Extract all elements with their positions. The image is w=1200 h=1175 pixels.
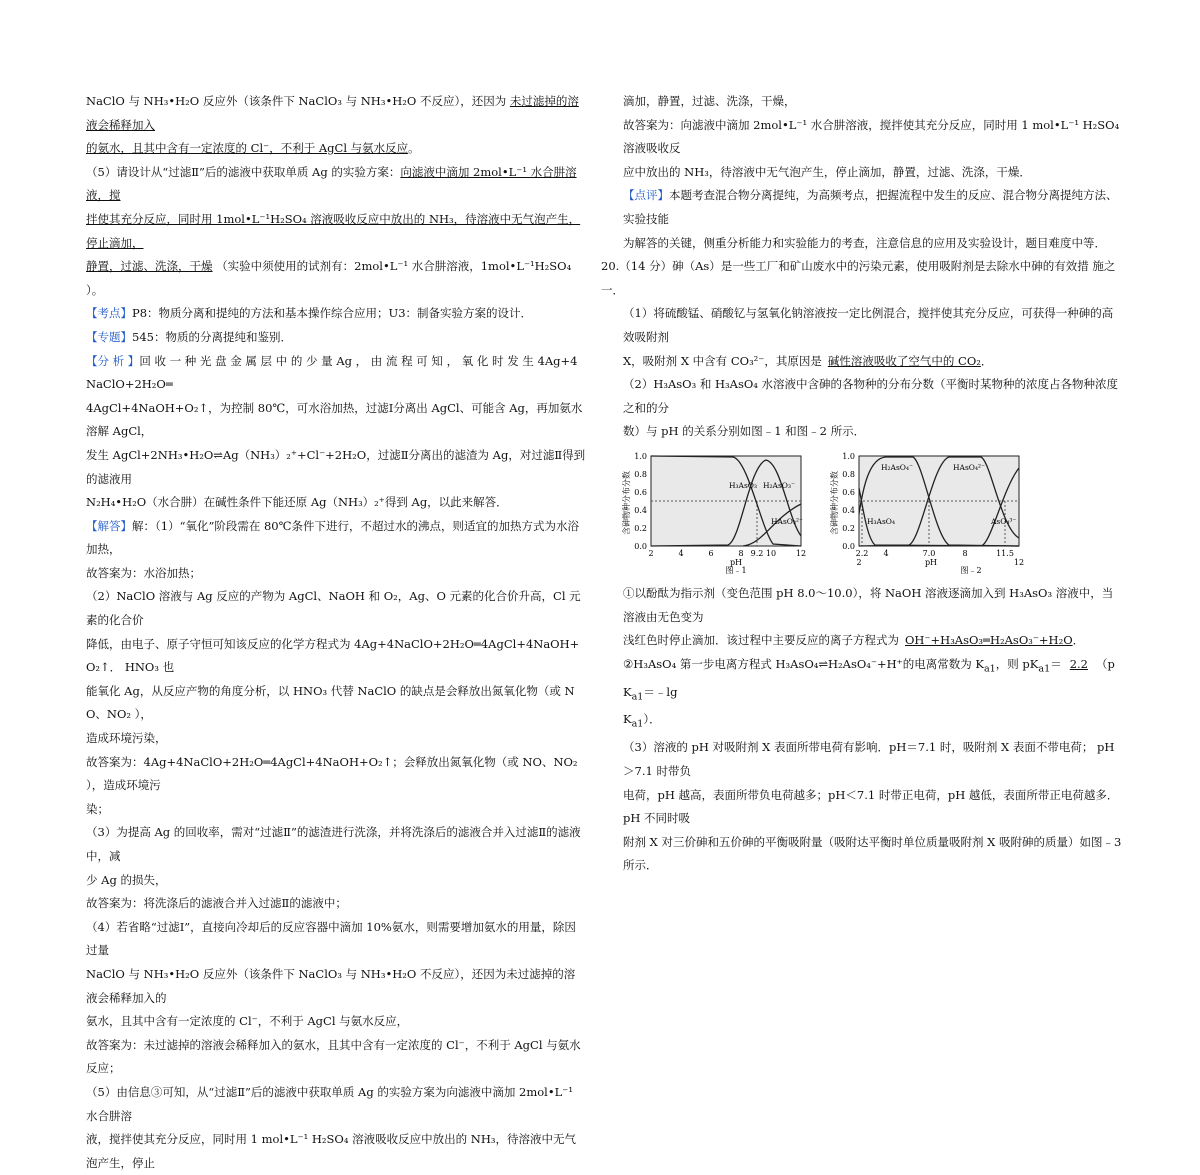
paragraph: 应中放出的 NH₃，待溶液中无气泡产生，停止滴加，静置，过滤、洗涤，干燥．	[623, 164, 1031, 179]
answer-text: 拌使其充分反应，同时用 1mol•L⁻¹H₂SO₄ 溶液吸收反应中放出的 NH₃，待溶液中无气泡产生，停止滴加，	[86, 211, 581, 250]
x-tick: 2.2	[855, 548, 869, 558]
paragraph: （2）NaClO 溶液与 Ag 反应的产物为 AgCl、NaOH 和 O₂，Ag、O 元素的化合价升高，Cl 元素的化合价	[86, 589, 581, 628]
paragraph: 能氧化 Ag，从反应产物的角度分析，以 HNO₃ 代替 NaClO 的缺点是会释放出氮氧化物（或 NO、NO₂ ），	[86, 683, 575, 722]
x-tick: 8	[738, 548, 744, 558]
y-tick: 0.6	[634, 487, 647, 497]
subscript: a1	[631, 718, 644, 730]
answer-text: 未过滤掉的溶液会稀释加入	[86, 94, 579, 132]
y-tick: 0.0	[634, 541, 647, 551]
paragraph: 4AgCl+4NaOH+O₂↑，为控制 80℃，可水浴加热，过滤Ⅰ分离出 AgCl、可能含 Ag，再加氨水溶解 AgCl，	[86, 400, 583, 439]
paragraph: 氨水，且其中含有一定浓度的 Cl⁻，不利于 AgCl 与氨水反应，	[86, 1014, 409, 1029]
figure-1-svg	[623, 448, 813, 574]
answer-text: OH⁻+H₃AsO₃═H₂AsO₃⁻+H₂O	[905, 633, 1073, 648]
paragraph: 附剂 X 对三价砷和五价砷的平衡吸附量（吸附达平衡时单位质量吸附剂 X 吸附砷的质量）如图﹣3 所示．	[623, 834, 1122, 873]
fenxi	[86, 350, 586, 397]
text: NaClO 与 NH₃•H₂O 反应外（该条件下 NaClO₃ 与 NH₃•H₂O 不反应），还因为	[86, 94, 507, 108]
x-axis-label: pH	[729, 557, 743, 567]
paragraph: 故答案为：向滤液中滴加 2mol•L⁻¹ 水合肼溶液，搅拌使其充分反应，同时用 1 mol•L⁻¹ H₂SO₄ 溶液吸收反	[623, 117, 1120, 156]
answer-text: 向滤液中滴加 2mol•L⁻¹ 水合肼溶液，搅	[86, 164, 577, 203]
answer-text: 静置，过滤、洗涤，干燥	[86, 259, 213, 274]
text: ②H₃AsO₄ 第一步电离方程式 H₃AsO₄⇌H₂AsO₄⁻+H⁺的电离常数为 K	[623, 656, 984, 671]
subscript: a1	[1038, 662, 1051, 674]
figure-caption: 图﹣1	[725, 565, 747, 575]
section-tag: 【解答】	[86, 518, 132, 533]
x-tick: 4	[678, 548, 684, 558]
x-tick: 4	[883, 548, 889, 558]
text: 回 收 一 种 光 盘 金 属 层 中 的 少 量 Ag ， 由 流 程 可 知 ， 氧 化 时 发 生 4Ag+4NaClO+2H₂O═	[86, 353, 578, 392]
y-axis-label: 含砷物种分布分数	[622, 470, 631, 535]
paragraph: 造成环境污染，	[86, 731, 167, 746]
text: （5）请设计从“过滤Ⅱ”后的滤液中获取单质 Ag 的实验方案：	[86, 164, 401, 179]
text: 。	[408, 141, 420, 156]
plot-area	[651, 456, 801, 546]
paragraph: 故答案为：将洗涤后的滤液合并入过滤Ⅱ的滤液中；	[86, 896, 347, 911]
answer-text: 碱性溶液吸收了空气中的 CO₂	[827, 353, 981, 368]
y-tick: 0.4	[634, 505, 647, 515]
species-label: HAsO₄²⁻	[953, 462, 985, 472]
paragraph: 为解答的关键，侧重分析能力和实验能力的考查，注意信息的应用及实验设计，题目难度中等．	[623, 235, 1106, 250]
paragraph: 滴加，静置，过滤、洗涤，干燥，	[623, 94, 796, 108]
subscript: a1	[631, 690, 644, 702]
section-tag: 【点评】	[623, 188, 669, 203]
y-tick: 1.0	[634, 451, 647, 461]
y-tick: 0.0	[842, 541, 855, 551]
dianping	[623, 184, 1123, 231]
right-column	[601, 90, 1123, 878]
x-tick: 11.5	[996, 548, 1014, 558]
answer-text: 的氨水，且其中含有一定浓度的 Cl⁻，不利于 AgCl 与氨水反应	[86, 141, 409, 156]
paragraph: 液，搅拌使其充分反应，同时用 1 mol•L⁻¹ H₂SO₄ 溶液吸收反应中放出的 NH₃，待溶液中无气泡产生，停止	[86, 1132, 576, 1170]
pka-marker: 9.2	[750, 548, 764, 558]
question-20: 20.（14 分）砷（As）是一些工厂和矿山废水中的污染元素，使用吸附剂是去除水中砷的有效措 施之一．	[601, 259, 1116, 297]
x-tick: 8	[962, 548, 968, 558]
jieda	[86, 515, 586, 562]
text: ，则 pK	[995, 656, 1039, 671]
paragraph: （2）H₃AsO₃ 和 H₃AsO₄ 水溶液中含砷的各物种的分布分数（平衡时某物种的浓度占各物种浓度之和的分	[623, 377, 1119, 415]
paragraph: （3）溶液的 pH 对吸附剂 X 表面所带电荷有影响．pH＝7.1 时，吸附剂 X 表面不带电荷； pH＞7.1 时带负	[623, 740, 1115, 778]
paragraph: N₂H₄•H₂O（水合肼）在碱性条件下能还原 Ag（NH₃）₂⁺得到 Ag，以此来解答．	[86, 495, 508, 510]
y-tick: 0.8	[634, 469, 647, 479]
paragraph: （3）为提高 Ag 的回收率，需对“过滤Ⅱ”的滤渣进行洗涤，并将洗涤后的滤液合并入过滤Ⅱ的滤液中，减	[86, 825, 581, 863]
text: ．	[1072, 633, 1085, 648]
paragraph: 故答案为：未过滤掉的溶液会稀释加入的氨水，且其中含有一定浓度的 Cl⁻，不利于 AgCl 与氨水反应；	[86, 1037, 581, 1076]
paragraph: （5）由信息③可知，从“过滤Ⅱ”后的滤液中获取单质 Ag 的实验方案为向滤液中滴加 2mol•L⁻¹ 水合肼溶	[86, 1084, 573, 1123]
y-tick: 0.2	[634, 523, 647, 533]
text: P8：物质分离和提纯的方法和基本操作综合应用；U3：制备实验方案的设计．	[132, 306, 533, 321]
paragraph: 少 Ag 的损失，	[86, 872, 167, 887]
x-tick: 12	[1013, 557, 1025, 567]
text: X，吸附剂 X 中含有 CO₃²⁻，其原因是	[623, 353, 822, 368]
figure-caption: 图﹣2	[960, 565, 982, 575]
text: （实验中须使用的试剂有：2mol•L⁻¹ 水合肼溶液，1mol•L⁻¹H₂SO₄ ）。	[86, 259, 572, 297]
text: ．	[980, 353, 993, 368]
text: （p K	[623, 656, 1115, 699]
section-tag: 【分 析 】	[86, 353, 140, 368]
figure-2	[831, 448, 1031, 574]
x-tick: 6	[708, 548, 714, 558]
paragraph: 数）与 pH 的关系分别如图﹣1 和图﹣2 所示．	[623, 424, 866, 439]
paragraph: ①以酚酞为指示剂（变色范围 pH 8.0～10.0），将 NaOH 溶液逐滴加入到 H₃AsO₃ 溶液中，当溶液由无色变为	[623, 585, 1114, 624]
paragraph: （4）若省略“过滤Ⅰ”，直接向冷却后的反应容器中滴加 10%氨水，则需要增加氨水的用量，除因过量	[86, 919, 576, 958]
zhuanti	[86, 326, 586, 350]
species-label: AsO₄³⁻	[991, 516, 1017, 526]
species-label: H₃AsO₄	[867, 516, 895, 526]
x-tick: 10	[765, 548, 777, 558]
y-tick: 0.6	[842, 487, 855, 497]
paragraph	[623, 629, 1123, 653]
paragraph: 染；	[86, 801, 109, 816]
text: ＝﹣lg	[643, 684, 678, 699]
paragraph	[86, 161, 586, 208]
x-axis-label: pH	[924, 557, 938, 567]
paragraph: 故答案为：4Ag+4NaClO+2H₂O═4AgCl+4NaOH+O₂↑；会释放出氮氧化物（或 NO、NO₂ ），造成环境污	[86, 754, 578, 793]
figure-2-svg	[831, 448, 1031, 574]
figure-1	[623, 448, 813, 574]
species-label: H₃AsO₃	[729, 480, 757, 490]
section-tag: 【专题】	[86, 329, 132, 344]
paragraph	[86, 90, 586, 137]
figures	[623, 448, 1123, 576]
subscript: a1	[983, 662, 996, 674]
y-tick: 0.8	[842, 469, 855, 479]
x-tick: 7.0	[922, 548, 936, 558]
y-tick: 0.2	[842, 523, 855, 533]
paragraph: 电荷，pH 越高，表面所带负电荷越多；pH＜7.1 时带正电荷，pH 越低，表面所带正电荷越多．pH 不同时吸	[623, 787, 1119, 826]
text: ＝	[1050, 656, 1062, 671]
text: 本题考查混合物分离提纯，为高频考点，把握流程中发生的反应、混合物分离提纯方法、实验技能	[623, 188, 1118, 226]
paragraph: 发生 AgCl+2NH₃•H₂O⇌Ag（NH₃）₂⁺+Cl⁻+2H₂O，过滤Ⅱ分离出的滤渣为 Ag，对过滤Ⅱ得到的滤液用	[86, 447, 586, 486]
paragraph	[623, 350, 1123, 374]
paragraph: 降低，由电子、原子守恒可知该反应的化学方程式为 4Ag+4NaClO+2H₂O═4AgCl+4NaOH+O₂↑． HNO₃ 也	[86, 636, 580, 675]
text: 浅红色时停止滴加．该过程中主要反应的离子方程式为	[623, 633, 899, 648]
x-tick: 2	[648, 548, 654, 558]
paragraph: 故答案为：水浴加热；	[86, 565, 201, 580]
section-tag: 【考点】	[86, 306, 132, 321]
paragraph	[86, 208, 586, 255]
answer-text: 2.2	[1069, 656, 1088, 671]
x-tick: 12	[795, 548, 807, 558]
species-label: H₂AsO₃⁻	[763, 480, 795, 490]
y-axis-label: 含砷物种分布分数	[830, 470, 839, 535]
paragraph	[86, 137, 586, 161]
species-label: HAsO₃²⁻	[771, 516, 803, 526]
paragraph	[86, 255, 586, 302]
paragraph	[623, 653, 1123, 709]
paragraph: （1）将硫酸锰、硝酸钇与氢氧化钠溶液按一定比例混合，搅拌使其充分反应，可获得一种砷的高效吸附剂	[623, 306, 1114, 344]
x-tick: 2	[856, 557, 862, 567]
left-column	[86, 90, 586, 1175]
paragraph: NaClO 与 NH₃•H₂O 反应外（该条件下 NaClO₃ 与 NH₃•H₂O 不反应），还因为未过滤掉的溶液会稀释加入的	[86, 966, 576, 1005]
text: 解：（1）“氧化”阶段需在 80℃条件下进行，不超过水的沸点，则适宜的加热方式为水浴加热，	[86, 518, 579, 557]
y-tick: 1.0	[842, 451, 855, 461]
text: K	[623, 712, 632, 727]
paragraph	[623, 708, 1123, 736]
species-label: H₂AsO₄⁻	[881, 462, 913, 472]
text: 545：物质的分离提纯和鉴别．	[132, 329, 292, 344]
kaodian	[86, 302, 586, 326]
y-tick: 0.4	[842, 505, 855, 515]
text: ）．	[643, 712, 661, 727]
